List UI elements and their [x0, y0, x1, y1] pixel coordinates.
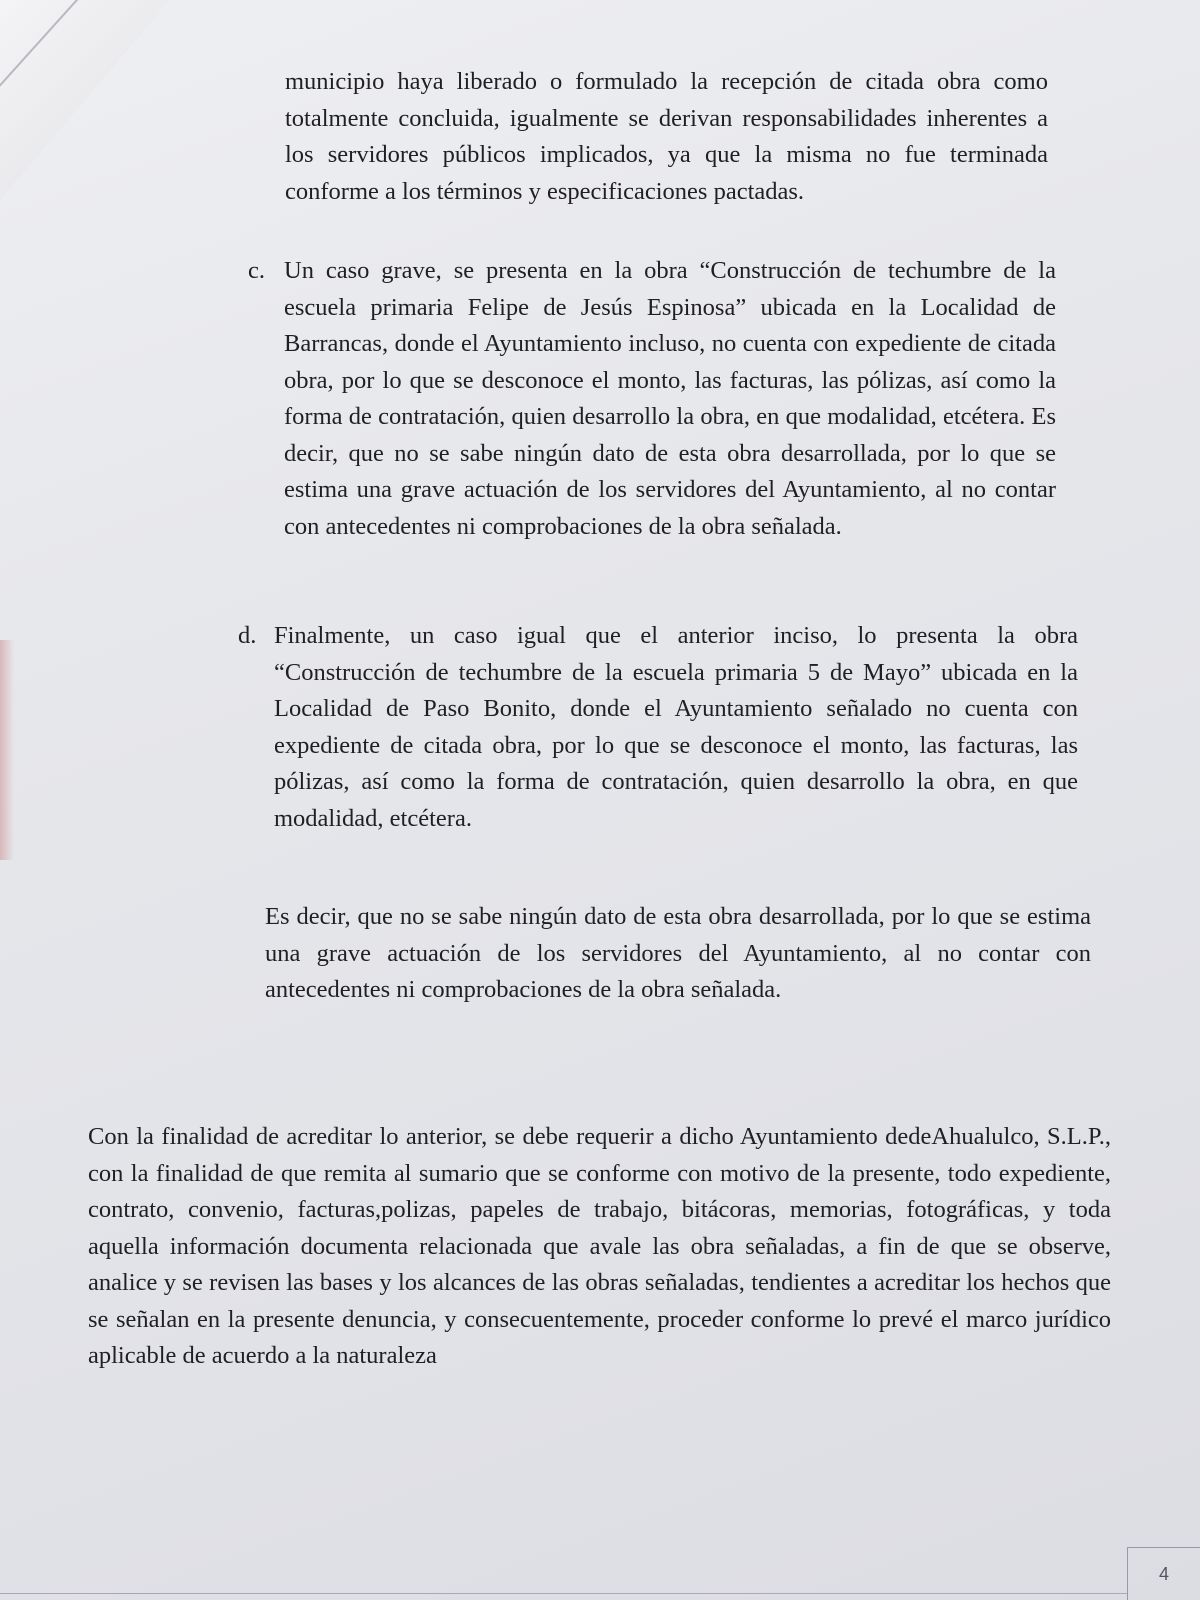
- list-marker-d: d.: [238, 622, 257, 649]
- paragraph-b-continuation: [285, 64, 1048, 210]
- page-number: 4: [1127, 1547, 1200, 1600]
- paragraph-d-followup-text: Es decir, que no se sabe ningún dato de esta obra desarrollada, por lo que se estima una grave actuación de los servidores del Ayuntamiento, al no contar con antecedentes ni comprobaciones de la obra señalada.: [265, 903, 1091, 1003]
- list-marker-c: c.: [248, 257, 265, 284]
- list-item-d-text: Finalmente, un caso igual que el anterior inciso, lo presenta la obra “Construcción de techumbre de la escuela primaria 5 de Mayo” ubicada en la Localidad de Paso Bonito, donde el Ayuntamiento señalado no cuenta con expediente de citada obra, por lo que se desconoce el monto, las facturas, las pólizas, así como la forma de contratación, quien desarrollo la obra, en que modalidad, etcétera.: [274, 622, 1078, 832]
- paragraph-b-text: municipio haya liberado o formulado la recepción de citada obra como totalmente concluida, igualmente se derivan responsabilidades inherentes a los servidores públicos implicados, ya que la misma no fue terminada conforme a los términos y especificaciones pactadas.: [285, 68, 1048, 205]
- closing-paragraph: [88, 1119, 1111, 1375]
- closing-paragraph-text: Con la finalidad de acreditar lo anterior, se debe requerir a dicho Ayuntamiento dedeAhualulco, S.L.P., con la finalidad de que remita al sumario que se conforme con motivo de la presente, todo expediente, contrato, convenio, facturas,polizas, papeles de trabajo, bitácoras, memorias, fotográficas, y toda aquella información documenta relacionada que avale las obra señaladas, a fin de que se observe, analice y se revisen las bases y los alcances de las obras señaladas, tendientes a acreditar los hechos que se señalan en la presente denuncia, y consecuentemente, proceder conforme lo prevé el marco jurídico aplicable de acuerdo a la naturaleza: [88, 1123, 1111, 1369]
- page-corner-fold: [0, 0, 170, 200]
- page-edge-shadow: [0, 640, 14, 860]
- footer-rule: [0, 1593, 1128, 1594]
- list-item-c-text: Un caso grave, se presenta en la obra “Construcción de techumbre de la escuela primaria Felipe de Jesús Espinosa” ubicada en la Localidad de Barrancas, donde el Ayuntamiento incluso, no cuenta con expediente de citada obra, por lo que se desconoce el monto, las facturas, las pólizas, así como la forma de contratación, quien desarrollo la obra, en que modalidad, etcétera. Es decir, que no se sabe ningún dato de esta obra desarrollada, por lo que se estima una grave actuación de los servidores del Ayuntamiento, al no contar con antecedentes ni comprobaciones de la obra señalada.: [284, 257, 1056, 540]
- paragraph-d-followup: [265, 899, 1091, 1009]
